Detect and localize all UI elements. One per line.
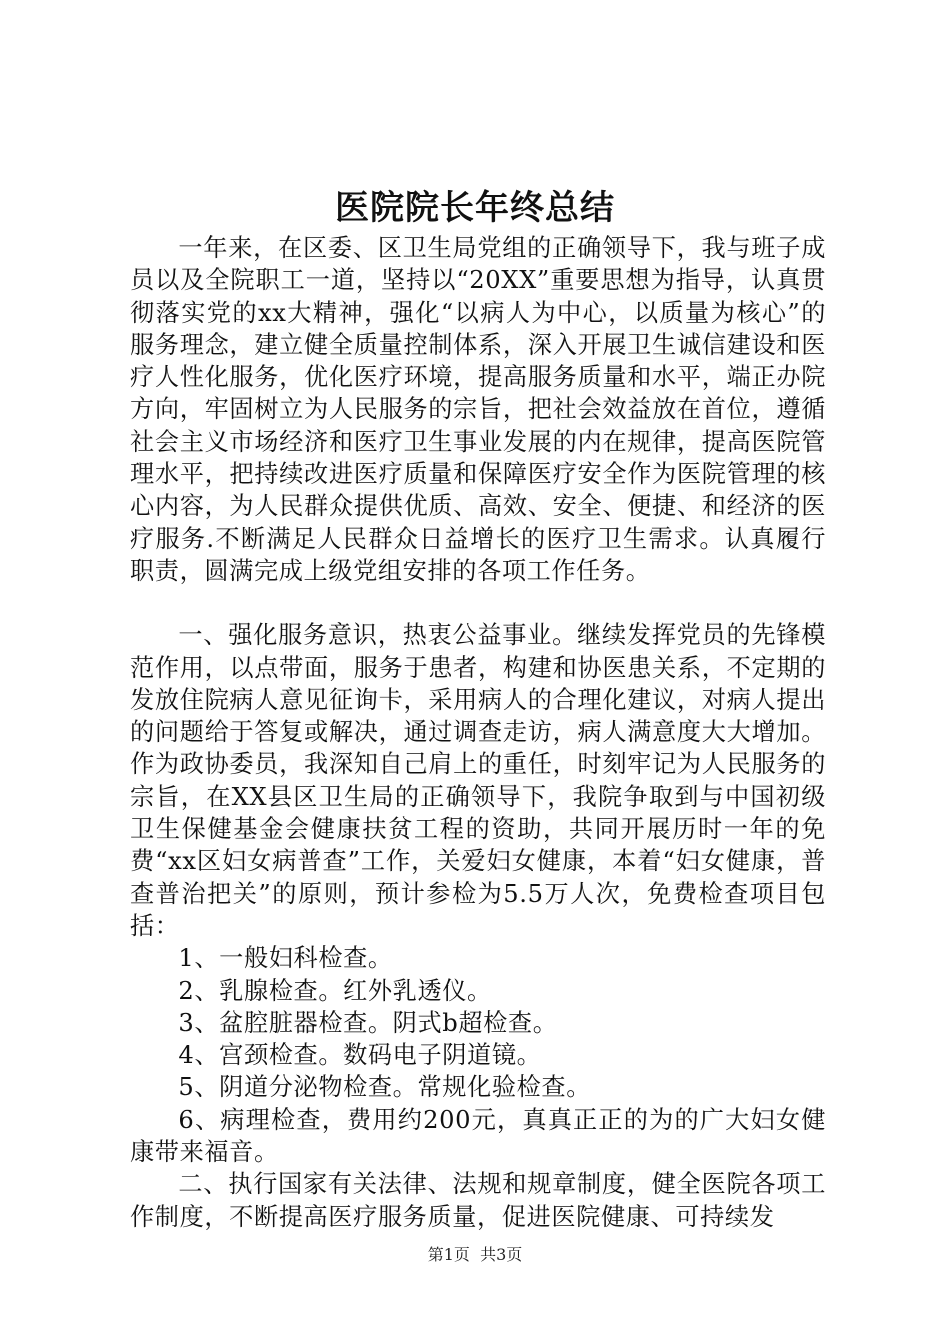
list-item: 6、病理检查，费用约200元，真真正正的为的广大妇女健康带来福音。 bbox=[130, 1105, 826, 1167]
list-item: 5、阴道分泌物检查。常规化验检查。 bbox=[178, 1073, 591, 1102]
page-total: 共3页 bbox=[480, 1245, 523, 1264]
section-1-paragraph: 一、强化服务意识，热衷公益事业。继续发挥党员的先锋模范作用，以点带面，服务于患者，构建和协医患关系，不定期的发放住院病人意见征询卡，采用病人的合理化建议，对病人提出的问题给于答复或解决，通过调查走访，病人满意度大大增加。作为政协委员，我深知自己肩上的重任，时刻牢记为人民服务的宗旨，在XX县区卫生局的正确领导下，我院争取到与中国初级卫生保健基金会健康扶贫工程的资助，共同开展历时一年的免费“xx区妇女病普查”工作，关爱妇女健康，本着“妇女健康，普查普治把关”的原则，预计参检为5.5万人次，免费检查项目包括： bbox=[130, 621, 826, 940]
page-number: 第1页 bbox=[427, 1245, 470, 1264]
list-item: 3、盆腔脏器检查。阴式b超检查。 bbox=[178, 1008, 558, 1037]
document-body bbox=[130, 232, 826, 1233]
intro-paragraph: 一年来，在区委、区卫生局党组的正确领导下，我与班子成员以及全院职工一道，坚持以“20XX”重要思想为指导，认真贯彻落实党的xx大精神，强化“以病人为中心，以质量为核心”的服务理念，建立健全质量控制体系，深入开展卫生诚信建设和医疗人性化服务，优化医疗环境，提高服务质量和水平，端正办院方向，牢固树立为人民服务的宗旨，把社会效益放在首位，遵循社会主义市场经济和医疗卫生事业发展的内在规律，提高医院管理水平，把持续改进医疗质量和保障医疗安全作为医院管理的核心内容，为人民群众提供优质、高效、安全、便捷、和经济的医疗服务.不断满足人民群众日益增长的医疗卫生需求。认真履行职责，圆满完成上级党组安排的各项工作任务。 bbox=[130, 234, 826, 585]
list-item: 1、一般妇科检查。 bbox=[178, 944, 393, 973]
list-item: 2、乳腺检查。红外乳透仪。 bbox=[178, 976, 492, 1005]
list-item: 4、宫颈检查。数码电子阴道镜。 bbox=[178, 1041, 542, 1070]
page-footer bbox=[0, 1244, 950, 1266]
section-2-paragraph: 二、执行国家有关法律、法规和规章制度，健全医院各项工作制度，不断提高医疗服务质量，促进医院健康、可持续发 bbox=[130, 1170, 826, 1231]
document-title: 医院院长年终总结 bbox=[335, 188, 615, 228]
